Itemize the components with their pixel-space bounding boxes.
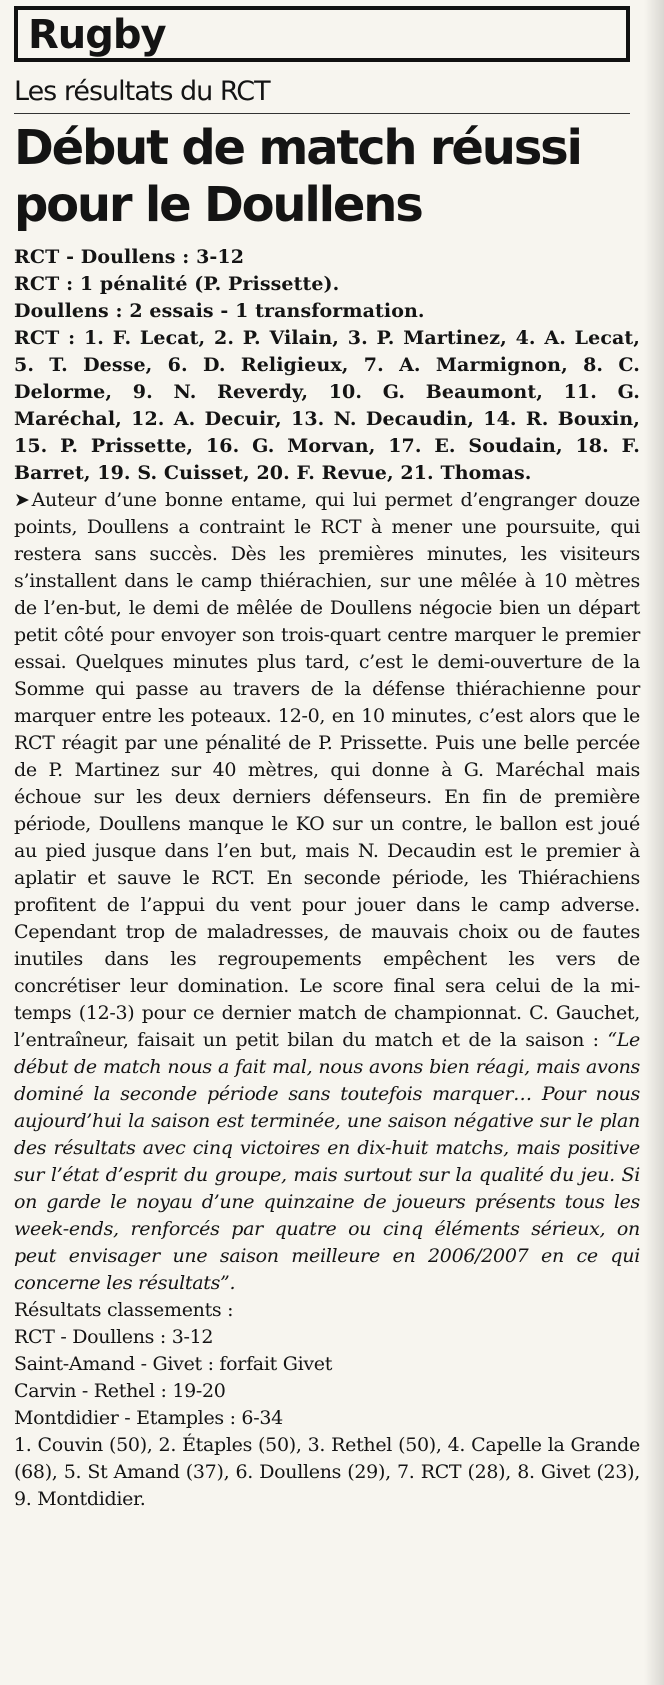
result-line: Carvin - Rethel : 19-20 xyxy=(14,1380,226,1402)
doullens-scoring: Doullens : 2 essais - 1 transformation. xyxy=(14,300,425,322)
arrow-icon: ➤ xyxy=(14,489,30,511)
coach-quote: “Le début de match nous a fait mal, nous avons bien réagi, mais avons dominé la seconde période sans toutefois marquer… Pour nous aujourd’hui la saison est terminée, une saison négative sur le plan des résultats avec cinq victoires en dix-huit matchs, mais positive sur l’état d’esprit du groupe, mais surtout sur la qualité du jeu. Si on garde le noyau d’une quinzaine de joueurs présents tous les week-ends, renforcés par quatre ou cinq éléments sérieux, on peut envisager une saison meilleure en 2006/2007 en ce qui concerne les résultats”. xyxy=(14,1029,640,1294)
article-body xyxy=(14,244,640,1513)
page-edge-shadow xyxy=(644,0,664,1685)
section-label: Rugby xyxy=(14,6,630,62)
article-text xyxy=(14,487,640,1297)
rct-team-lineup: RCT : 1. F. Lecat, 2. P. Vilain, 3. P. Martinez, 4. A. Lecat, 5. T. Desse, 6. D. Religieux, 7. A. Marmignon, 8. C. Delorme, 9. N. Reverdy, 10. G. Beaumont, 11. G. Maréchal, 12. A. Decuir, 13. N. Decaudin, 14. R. Bouxin, 15. P. Prissette, 16. G. Morvan, 17. E. Soudain, 18. F. Barret, 19. S. Cuisset, 20. F. Revue, 21. Thomas. xyxy=(14,327,640,484)
article-kicker: Les résultats du RCT xyxy=(14,75,630,114)
standings-list: 1. Couvin (50), 2. Étaples (50), 3. Rethel (50), 4. Capelle la Grande (68), 5. St Amand (37), 6. Doullens (29), 7. RCT (28), 8. Givet (23), 9. Montdidier. xyxy=(14,1434,640,1510)
result-line: Montdidier - Etamples : 6-34 xyxy=(14,1407,283,1429)
result-line: RCT - Doullens : 3-12 xyxy=(14,1326,214,1348)
result-line: Saint-Amand - Givet : forfait Givet xyxy=(14,1353,333,1375)
article-paragraph: Auteur d’une bonne entame, qui lui permet d’engranger douze points, Doullens a contraint le RCT à mener une poursuite, qui restera sans succès. Dès les premières minutes, les visiteurs s’installent dans le camp thiérachien, sur une mêlée à 10 mètres de l’en-but, le demi de mêlée de Doullens négocie bien un départ petit côté pour envoyer son trois-quart centre marquer le premier essai. Quelques minutes plus tard, c’est le demi-ouverture de la Somme qui passe au travers de la défense thiérachienne pour marquer entre les poteaux. 12-0, en 10 minutes, c’est alors que le RCT réagit par une pénalité de P. Prissette. Puis une belle percée de P. Martinez sur 40 mètres, qui donne à G. Maréchal mais échoue sur les deux derniers défenseurs. En fin de première période, Doullens manque le KO sur un contre, le ballon est joué au pied jusque dans l’en but, mais N. Decaudin est le premier à aplatir et sauve le RCT. En seconde période, les Thiérachiens profitent de l’appui du vent pour jouer dans le camp adverse. Cependant trop de maladresses, de mauvais choix ou de fautes inutiles dans les regroupements empêchent les vers de concrétiser leur domination. Le score final sera celui de la mi-temps (12-3) pour ce dernier match de championnat. C. Gauchet, l’entraîneur, faisait un petit bilan du match et de la saison : xyxy=(14,489,640,1051)
article-headline: Début de match réussi pour le Doullens xyxy=(14,120,581,233)
rct-scoring: RCT : 1 pénalité (P. Prissette). xyxy=(14,273,340,295)
results-heading: Résultats classements : xyxy=(14,1299,234,1321)
match-score: RCT - Doullens : 3-12 xyxy=(14,246,245,268)
